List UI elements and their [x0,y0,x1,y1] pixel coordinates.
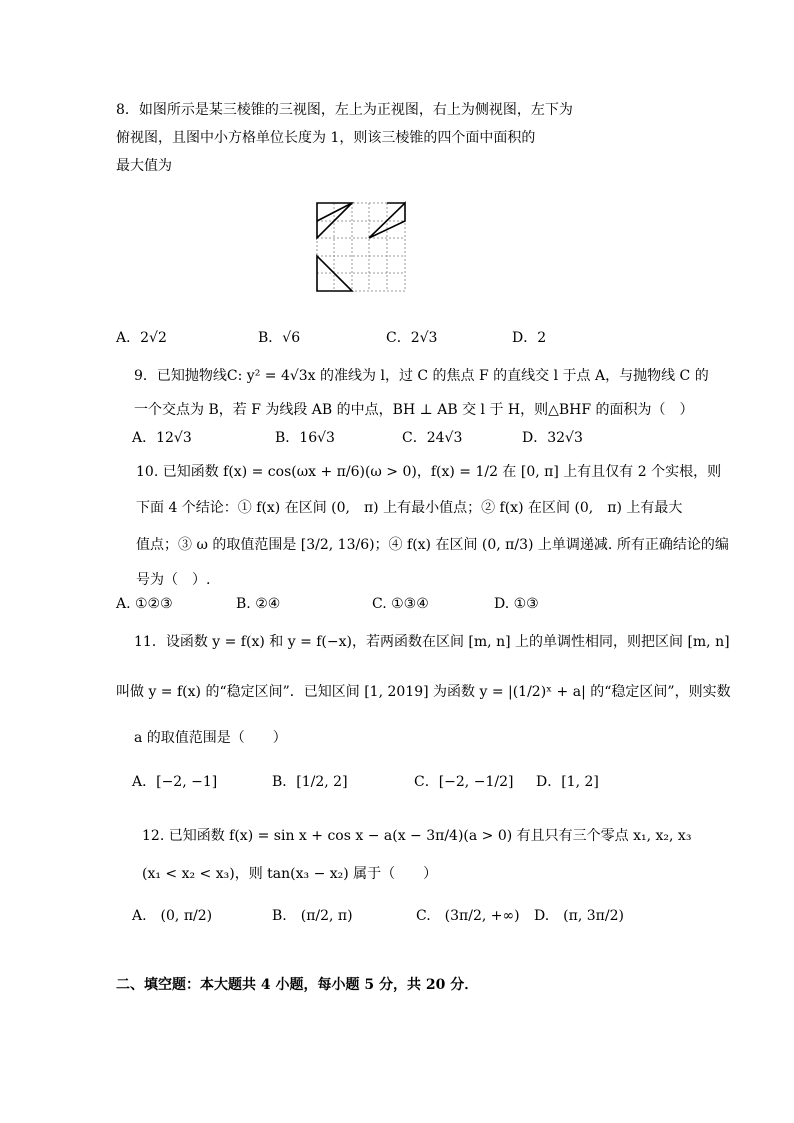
q10-option-a[interactable]: A. ①②③ [116,596,173,612]
q10-option-c[interactable]: C. ①③④ [372,596,429,612]
q11-stem-line1: 11．设函数 y = f(x) 和 y = f(−x)，若两函数在区间 [m, n] 上的单调性相同，则把区间 [m, n] [134,634,730,650]
q9-option-b[interactable]: B．16√3 [275,430,335,446]
three-view-figure [316,200,408,294]
q11-option-b[interactable]: B．[1/2, 2] [272,774,348,790]
q9-option-a[interactable]: A．12√3 [132,430,192,446]
q10-option-d[interactable]: D. ①③ [494,596,539,612]
q10-option-b[interactable]: B. ②④ [236,596,281,612]
q11-option-c[interactable]: C．[−2, −1/2] [414,774,514,790]
q12-stem-line2: (x₁ < x₂ < x₃)，则 tan(x₃ − x₂) 属于（ ） [142,866,438,882]
section-2-heading: 二、填空题：本大题共 4 小题，每小题 5 分，共 20 分． [116,977,479,993]
q9-option-d[interactable]: D．32√3 [522,430,583,446]
q9-option-c[interactable]: C．24√3 [402,430,463,446]
q9-stem-line1: 9．已知抛物线C: y² = 4√3x 的准线为 l，过 C 的焦点 F 的直线交 l 于点 A，与抛物线 C 的 [134,368,709,384]
q9-stem-line2: 一个交点为 B，若 F 为线段 AB 的中点，BH ⊥ AB 交 l 于 H，则△BHF 的面积为（ ） [134,402,694,418]
q8-option-a[interactable]: A．2√2 [116,330,167,346]
q11-option-d[interactable]: D．[1, 2] [536,774,599,790]
q12-option-d[interactable]: D. (π, 3π/2) [534,908,624,924]
q11-stem-line2: 叫做 y = f(x) 的“稳定区间”．已知区间 [1, 2019] 为函数 y = |(1/2)ˣ + a| 的“稳定区间”，则实数 [116,684,731,700]
q12-option-a[interactable]: A. (0, π/2) [132,908,213,924]
q8-stem-line2: 俯视图，且图中小方格单位长度为 1，则该三棱锥的四个面中面积的 [116,130,536,146]
q12-stem-line1: 12. 已知函数 f(x) = sin x + cos x − a(x − 3π/4)(a > 0) 有且只有三个零点 x₁, x₂, x₃ [142,828,692,844]
q8-stem-line1: 8．如图所示是某三棱锥的三视图，左上为正视图，右上为侧视图，左下为 [116,102,573,118]
q8-stem-line3: 最大值为 [116,158,172,174]
q11-option-a[interactable]: A．[−2, −1] [132,774,218,790]
q12-option-c[interactable]: C. (3π/2, +∞) [416,908,520,924]
q8-option-b[interactable]: B．√6 [258,330,301,346]
q11-stem-line3: a 的取值范围是（ ） [134,730,287,746]
q10-stem-line2: 下面 4 个结论：① f(x) 在区间 (0, π) 上有最小值点；② f(x) 在区间 (0, π) 上有最大 [136,500,683,516]
q10-stem-line1: 10. 已知函数 f(x) = cos(ωx + π/6)(ω > 0)，f(x) = 1/2 在 [0, π] 上有且仅有 2 个实根，则 [136,464,722,480]
q10-stem-line4: 号为（ ）. [136,572,211,588]
q10-stem-line3: 值点；③ ω 的取值范围是 [3/2, 13/6)；④ f(x) 在区间 (0, π/3) 上单调递减. 所有正确结论的编 [136,537,729,553]
q12-option-b[interactable]: B. (π/2, π) [272,908,353,924]
q8-option-d[interactable]: D．2 [512,330,547,346]
q8-option-c[interactable]: C．2√3 [386,330,438,346]
